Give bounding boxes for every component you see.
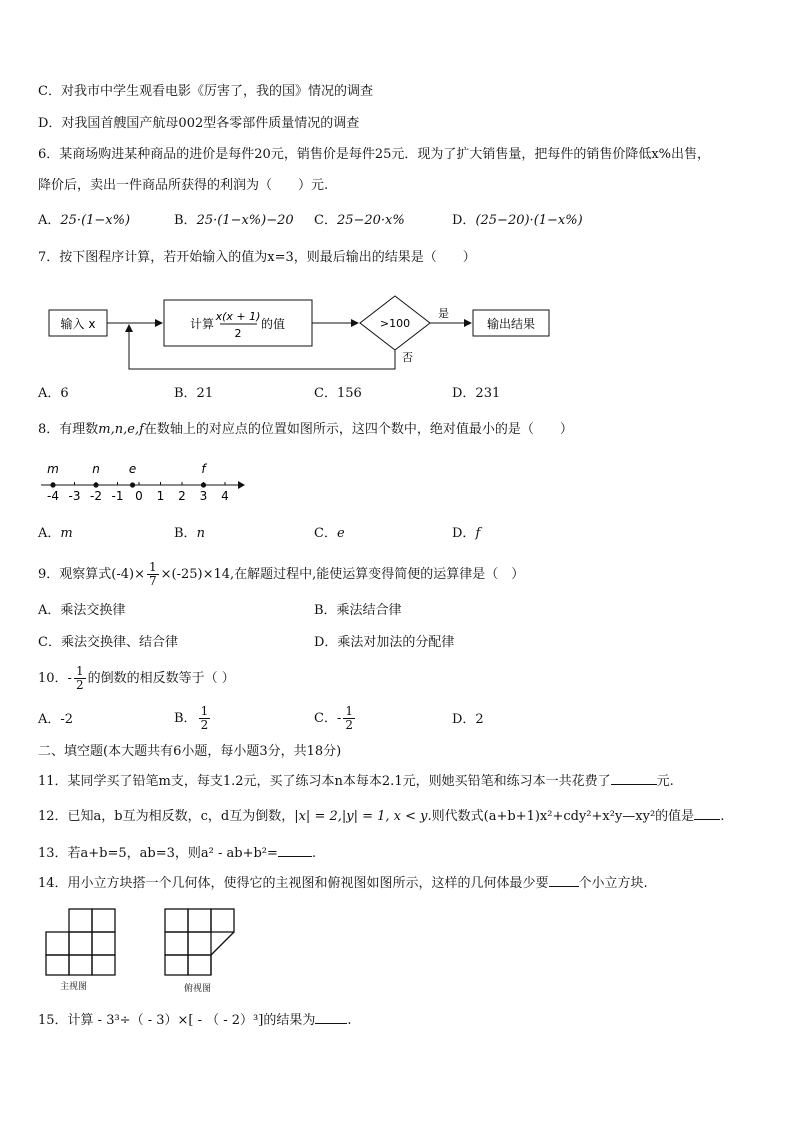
section-2-heading: 二、填空题(本大题共有6小题，每小题3分，共18分)	[38, 744, 342, 759]
number-line-tick-label: 4	[221, 489, 229, 503]
q9-option-b: B．乘法结合律	[314, 603, 402, 618]
q6-option-b-label: B．	[174, 213, 197, 228]
top-view-label: 俯视图	[184, 984, 212, 994]
q5-option-c: C．对我市中学生观看电影《厉害了，我的国》情况的调查	[38, 84, 373, 99]
number-line-tick-label: 3	[199, 489, 208, 503]
q6-option-a-label: A．	[38, 213, 61, 228]
q12-text-a: 12．已知a，b互为相反数，c，d互为倒数，	[38, 809, 295, 824]
q10-option-d: D．2	[452, 712, 484, 727]
q13-answer-blank[interactable]	[278, 844, 312, 857]
q10-fraction-num: 1	[75, 664, 84, 678]
q7-option-b: B．21	[174, 386, 214, 401]
number-line	[38, 456, 248, 506]
q12-end: .	[720, 809, 725, 824]
q6-option-d	[452, 213, 583, 229]
flow-compute-prefix: 计算	[190, 317, 215, 331]
q10-option-c-fraction	[343, 705, 355, 732]
q15-end: .	[347, 1013, 352, 1028]
top-view-figure	[160, 906, 260, 976]
q7-stem: 7．按下图程序计算，若开始输入的值为x=3，则最后输出的结果是（ ）	[38, 250, 476, 265]
q6-option-a-expr: 25·(1−x%)	[60, 213, 131, 228]
q11-text: 11．某同学买了铅笔m支，每支1.2元，买了练习本n本每本2.1元，则她买铅笔和练习本一共花费了	[38, 774, 611, 789]
q6-option-b	[174, 213, 294, 229]
flow-compute-numerator: x(x + 1)	[215, 310, 261, 323]
number-line-tick-label: 0	[135, 489, 143, 503]
q10-option-b	[174, 704, 212, 734]
number-line-tick-label: -1	[111, 489, 124, 503]
q10-fraction-den: 2	[75, 678, 84, 692]
q8-option-d	[452, 526, 480, 542]
q8-stem-suffix: 在数轴上的对应点的位置如图所示，这四个数中，绝对值最小的是（ ）	[143, 422, 573, 437]
q8-option-a-val: m	[60, 526, 73, 541]
q8-option-c	[314, 526, 345, 542]
front-view-label: 主视图	[60, 982, 88, 992]
q10-option-c-label: C．-	[314, 711, 342, 726]
q8-stem	[38, 422, 573, 438]
flow-compute-suffix: 的值	[261, 317, 286, 331]
q14-text: 14．用小立方块搭一个几何体，使得它的主视图和俯视图如图所示，这样的几何体最少要	[38, 876, 549, 891]
q11-answer-blank[interactable]	[611, 772, 657, 785]
q9-stem-a: 9．观察算式(-4)×	[38, 567, 145, 582]
q10-option-b-den: 2	[200, 718, 209, 732]
flowchart	[40, 292, 560, 374]
q9-option-a: A．乘法交换律	[38, 603, 126, 618]
q8-stem-prefix: 8．有理数	[38, 422, 99, 437]
number-line-point-n	[93, 482, 98, 487]
q8-stem-vars: m,n,e,f	[98, 422, 144, 437]
q15-text: 15．计算 - 3³÷（ - 3）×[ - （ - 2）³]的结果为	[38, 1013, 316, 1028]
q8-option-b	[174, 526, 205, 542]
q7-option-a: A．6	[38, 386, 69, 401]
q9-stem	[38, 560, 524, 590]
q12-math: |x| = 2,|y| = 1, x < y	[294, 809, 428, 824]
q10-option-c-den: 2	[345, 718, 353, 732]
flow-compute-denominator: 2	[234, 327, 242, 340]
q6-option-d-label: D．	[452, 213, 476, 228]
number-line-tick-label: -3	[68, 489, 81, 503]
q9-fraction-num: 1	[148, 560, 157, 574]
q9-stem-b: ×(-25)×14,在解题过程中,能使运算变得简便的运算律是（ ）	[160, 567, 525, 582]
q11-end: 元.	[656, 774, 674, 789]
q10-fraction	[74, 665, 86, 692]
q10-stem-b: 的倒数的相反数等于（ ）	[87, 671, 235, 686]
flow-output-text: 输出结果	[486, 317, 536, 331]
flow-no-label: 否	[402, 351, 413, 364]
flow-input-text: 输入 x	[60, 317, 96, 331]
q6-option-c-label: C．	[314, 213, 337, 228]
number-line-tick-label: 2	[178, 489, 186, 503]
q12-answer-blank[interactable]	[694, 807, 720, 820]
q6-stem-line1: 6．某商场购进某种商品的进价是每件20元，销售价是每件25元．现为了扩大销售量，把每件的销售价降低x%出售，	[38, 147, 711, 162]
q10-stem	[38, 664, 235, 694]
q8-option-c-label: C．	[314, 526, 337, 541]
number-line-tick-label: 1	[156, 489, 165, 503]
q15-stem	[38, 1011, 351, 1029]
number-line-tick-label: -2	[90, 489, 102, 503]
q6-option-c	[314, 213, 405, 229]
q5-option-d: D．对我国首艘国产航母002型各零部件质量情况的调查	[38, 116, 360, 131]
q10-option-b-num: 1	[200, 704, 209, 718]
q8-option-b-label: B．	[174, 526, 197, 541]
q8-option-a-label: A．	[38, 526, 61, 541]
q12-text-b: .则代数式(a+b+1)x²+cdy²+x²y—xy²的值是	[427, 809, 695, 824]
q6-stem-line2: 降价后，卖出一件商品所获得的利润为（ ）元.	[38, 178, 329, 193]
q10-stem-a: 10．-	[38, 671, 72, 686]
q14-answer-blank[interactable]	[549, 874, 579, 887]
front-view-figure	[40, 906, 140, 976]
q10-option-b-fraction	[199, 705, 211, 732]
q14-stem	[38, 874, 648, 892]
number-line-point-f	[201, 482, 206, 487]
flow-condition-text: >100	[379, 317, 411, 330]
q6-option-c-expr: 25−20·x%	[336, 213, 405, 228]
q8-option-d-label: D．	[452, 526, 476, 541]
number-line-tick-label: -4	[47, 489, 59, 503]
number-line-point-m	[50, 482, 55, 487]
number-line-arrowhead	[238, 481, 245, 489]
q8-option-d-val: f	[475, 526, 481, 541]
q9-fraction	[147, 561, 159, 588]
q10-option-b-label: B．	[174, 711, 197, 726]
q13-end: .	[311, 846, 317, 861]
q10-option-c	[314, 704, 357, 734]
q6-option-a	[38, 213, 130, 229]
q8-option-c-val: e	[336, 526, 345, 541]
q9-fraction-den: 7	[148, 574, 157, 588]
q10-option-a: A．-2	[38, 712, 74, 727]
q9-option-c: C．乘法交换律、结合律	[38, 635, 178, 650]
q6-option-d-expr: (25−20)·(1−x%)	[475, 213, 583, 228]
q14-end: 个小立方块.	[578, 876, 648, 891]
number-line-point-e	[130, 482, 135, 487]
q11-stem	[38, 772, 674, 790]
number-line-point-label-n: n	[92, 462, 100, 476]
q15-answer-blank[interactable]	[315, 1011, 347, 1024]
q8-option-b-val: n	[196, 526, 205, 541]
number-line-point-label-e: e	[128, 462, 137, 476]
q12-stem	[38, 807, 724, 825]
q7-option-c: C．156	[314, 386, 362, 401]
q9-option-d: D．乘法对加法的分配律	[314, 635, 455, 650]
q7-option-d: D．231	[452, 386, 501, 401]
flow-yes-label: 是	[438, 307, 449, 320]
q10-option-c-num: 1	[345, 704, 353, 718]
number-line-point-label-f: f	[201, 462, 206, 476]
q13-stem	[38, 844, 316, 862]
q13-text: 13．若a+b=5，ab=3，则a² - ab+b²=	[38, 846, 278, 861]
number-line-point-label-m: m	[47, 462, 59, 476]
q6-option-b-expr: 25·(1−x%)−20	[196, 213, 294, 228]
q8-option-a	[38, 526, 73, 542]
